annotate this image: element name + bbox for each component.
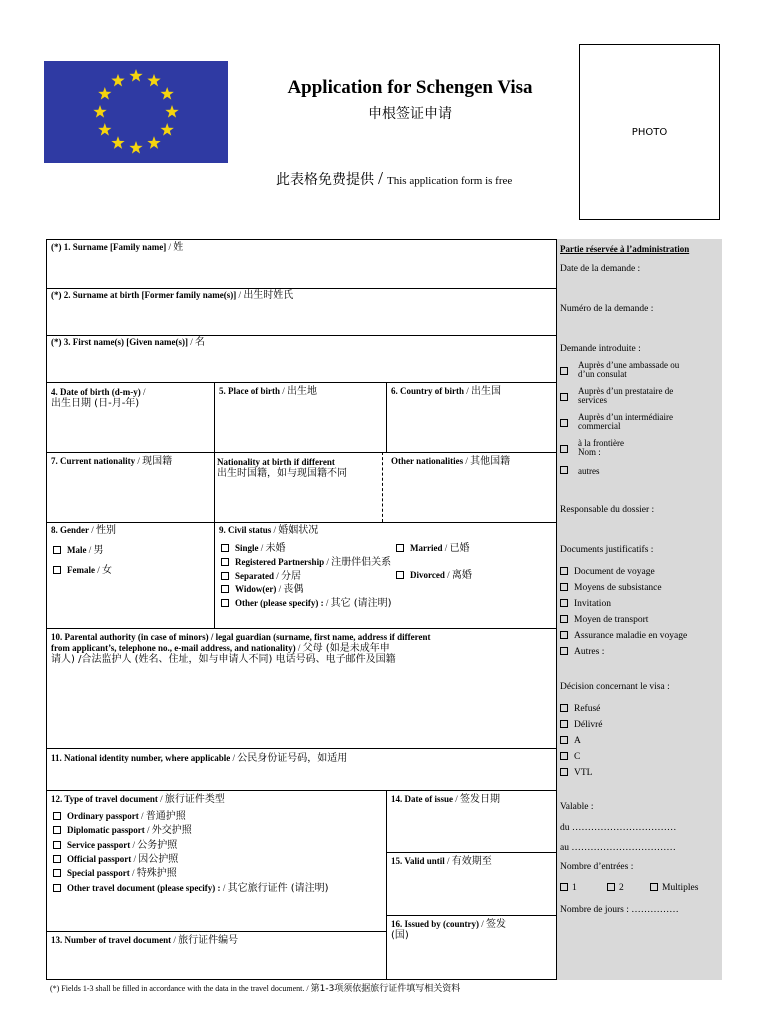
field-date-of-birth[interactable]: 4. Date of birth (d-m-y) / 出生日期 (日-月-年): [51, 387, 146, 409]
page-title: Application for Schengen Visa: [287, 77, 533, 98]
divider: [46, 748, 556, 749]
checkbox[interactable]: [53, 869, 61, 877]
checkbox[interactable]: [221, 544, 229, 552]
admin-prestataire-option[interactable]: [560, 387, 574, 403]
divider: [46, 452, 556, 453]
checkbox[interactable]: [650, 883, 658, 891]
civil-married-option[interactable]: Married / 已婚: [396, 543, 470, 554]
divider: [46, 931, 386, 932]
checkbox[interactable]: [221, 585, 229, 593]
checkbox[interactable]: [53, 855, 61, 863]
admin-responsable: Responsable du dossier :: [560, 505, 655, 515]
flag-star: [93, 105, 106, 118]
checkbox[interactable]: [560, 883, 568, 891]
divider: [214, 522, 215, 628]
checkbox[interactable]: [560, 583, 568, 591]
divider: [386, 382, 387, 452]
admin-doc-assurance[interactable]: Assurance maladie en voyage: [560, 631, 687, 641]
divider: [46, 790, 556, 791]
flag-star: [161, 123, 174, 136]
civil-widow-option[interactable]: Widow(er) / 丧偶: [221, 584, 303, 595]
admin-docs: Documents justificatifs :: [560, 545, 654, 555]
field-travel-document-type: 12. Type of travel document / 旅行证件类型: [51, 794, 225, 805]
civil-other-option[interactable]: Other (please specify) : / 其它 (请注明): [221, 598, 392, 609]
checkbox[interactable]: [221, 599, 229, 607]
flag-star: [129, 141, 142, 154]
divider: [46, 288, 556, 289]
field-date-of-issue[interactable]: 14. Date of issue / 签发日期: [391, 794, 501, 805]
field-issued-by[interactable]: 16. Issued by (country) / 签发 (国): [391, 919, 507, 941]
admin-visa-vtl[interactable]: VTL: [560, 768, 592, 778]
admin-doc-subsistance[interactable]: Moyens de subsistance: [560, 583, 662, 593]
checkbox[interactable]: [396, 571, 404, 579]
checkbox[interactable]: [221, 572, 229, 580]
flag-star: [111, 136, 124, 149]
admin-heading: Partie réservée à l’administration: [560, 244, 690, 254]
admin-entree-multiples[interactable]: Multiples: [650, 883, 698, 893]
photo-box[interactable]: [579, 44, 720, 220]
field-national-id[interactable]: 11. National identity number, where applicable / 公民身份证号码，如适用: [51, 753, 348, 764]
field-civil-status: 9. Civil status / 婚姻状况: [219, 525, 319, 536]
divider: [386, 790, 387, 980]
admin-autres-option[interactable]: [560, 466, 574, 476]
checkbox[interactable]: [560, 736, 568, 744]
field-travel-document-number[interactable]: 13. Number of travel document / 旅行证件编号: [51, 935, 239, 946]
flag-star: [161, 87, 174, 100]
field-country-of-birth[interactable]: 6. Country of birth / 出生国: [391, 386, 502, 397]
checkbox[interactable]: [560, 631, 568, 639]
admin-ambassade-label: Auprès d’une ambassade ou d’un consulat: [578, 360, 680, 379]
admin-visa-a[interactable]: A: [560, 736, 581, 746]
admin-frontiere-label: à la frontière Nom :: [578, 438, 624, 457]
doc-special-option[interactable]: Special passport / 特殊护照: [53, 868, 177, 879]
doc-other-option[interactable]: Other travel document (please specify) : / 其它旅行证件 (请注明): [53, 883, 329, 894]
gender-male-option[interactable]: Male / 男: [53, 545, 104, 556]
field-nationality-at-birth[interactable]: Nationality at birth if different 出生时国籍，如与现国籍不同: [217, 457, 347, 479]
checkbox[interactable]: [560, 768, 568, 776]
checkbox[interactable]: [560, 567, 568, 575]
civil-separated-option[interactable]: Separated / 分居: [221, 571, 301, 582]
checkbox[interactable]: [560, 615, 568, 623]
divider: [386, 915, 556, 916]
field-other-nationalities[interactable]: Other nationalities / 其他国籍: [391, 456, 511, 467]
admin-intermediaire-option[interactable]: [560, 413, 574, 429]
free-notice-en: This application form is free: [387, 175, 513, 187]
doc-ordinary-option[interactable]: Ordinary passport / 普通护照: [53, 811, 186, 822]
checkbox[interactable]: [53, 884, 61, 892]
checkbox[interactable]: [221, 558, 229, 566]
admin-intermediaire-label: Auprès d’un intermédiaire commercial: [578, 412, 673, 431]
field-surname[interactable]: (*) 1. Surname [Family name] / 姓: [51, 242, 184, 253]
admin-doc-autres[interactable]: Autres :: [560, 647, 604, 657]
admin-au: au ……………………………: [560, 843, 676, 853]
checkbox[interactable]: [560, 367, 568, 375]
field-gender: 8. Gender / 性别: [51, 525, 117, 536]
admin-autres-label: autres: [578, 466, 600, 476]
field-place-of-birth[interactable]: 5. Place of birth / 出生地: [219, 386, 318, 397]
checkbox[interactable]: [53, 826, 61, 834]
eu-flag: [44, 61, 228, 163]
checkbox[interactable]: [560, 647, 568, 655]
admin-delivre[interactable]: Délivré: [560, 720, 603, 730]
admin-ambassade-option[interactable]: [560, 361, 574, 377]
admin-du: du ……………………………: [560, 823, 677, 833]
checkbox[interactable]: [396, 544, 404, 552]
checkbox[interactable]: [560, 599, 568, 607]
free-notice-sep: /: [378, 168, 384, 188]
flag-star: [98, 87, 111, 100]
admin-doc-invitation[interactable]: Invitation: [560, 599, 611, 609]
admin-jours: Nombre de jours : ……………: [560, 905, 679, 915]
checkbox[interactable]: [560, 393, 568, 401]
checkbox[interactable]: [560, 704, 568, 712]
photo-label: PHOTO: [631, 126, 668, 138]
admin-numero: Numéro de la demande :: [560, 304, 654, 314]
doc-service-option[interactable]: Service passport / 公务护照: [53, 840, 177, 851]
checkbox[interactable]: [560, 752, 568, 760]
doc-official-option[interactable]: Official passport / 因公护照: [53, 854, 178, 865]
flag-star: [98, 123, 111, 136]
admin-doc-transport[interactable]: Moyen de transport: [560, 615, 648, 625]
admin-entree-2[interactable]: 2: [607, 883, 624, 893]
checkbox[interactable]: [53, 546, 61, 554]
checkbox[interactable]: [53, 841, 61, 849]
divider: [46, 522, 556, 523]
eu-flag-stars: [44, 61, 228, 163]
checkbox[interactable]: [560, 720, 568, 728]
page-subtitle: 申根签证申请: [368, 106, 452, 122]
divider: [386, 852, 556, 853]
divider: [46, 382, 556, 383]
civil-single-option[interactable]: Single / 未婚: [221, 543, 286, 554]
admin-doc-voyage[interactable]: Document de voyage: [560, 567, 655, 577]
gender-female-option[interactable]: Female / 女: [53, 565, 112, 576]
free-notice: [276, 168, 576, 189]
divider: [382, 452, 383, 522]
divider: [46, 335, 556, 336]
checkbox[interactable]: [53, 812, 61, 820]
admin-prestataire-label: Auprès d’un prestataire de services: [578, 386, 674, 405]
admin-frontiere-option[interactable]: [560, 439, 574, 455]
doc-diplomatic-option[interactable]: Diplomatic passport / 外交护照: [53, 825, 192, 836]
admin-introduite: Demande introduite :: [560, 344, 641, 354]
divider: [46, 628, 556, 629]
admin-refuse[interactable]: Refusé: [560, 704, 600, 714]
field-valid-until[interactable]: 15. Valid until / 有效期至: [391, 856, 492, 867]
admin-visa-c[interactable]: C: [560, 752, 580, 762]
checkbox[interactable]: [607, 883, 615, 891]
footer-note: (*) Fields 1-3 shall be filled in accordance with the data in the travel document. / 第1-3项须依据旅行证件填写相关资料: [50, 984, 461, 994]
flag-star: [147, 136, 160, 149]
field-surname-at-birth[interactable]: (*) 2. Surname at birth [Former family name(s)] / 出生时姓氏: [51, 290, 294, 301]
divider: [214, 382, 215, 522]
admin-entrees: Nombre d’entrées :: [560, 862, 634, 872]
flag-star: [129, 69, 142, 82]
admin-decision: Décision concernant le visa :: [560, 682, 670, 692]
free-notice-cn: 此表格免费提供: [276, 172, 374, 188]
flag-star: [111, 74, 124, 87]
civil-partnership-option[interactable]: Registered Partnership / 注册伴侣关系: [221, 557, 391, 568]
field-first-names[interactable]: (*) 3. First name(s) [Given name(s)] / 名: [51, 337, 205, 348]
checkbox[interactable]: [560, 419, 568, 427]
field-current-nationality[interactable]: 7. Current nationality / 现国籍: [51, 456, 173, 467]
checkbox[interactable]: [560, 466, 568, 474]
flag-star: [165, 105, 178, 118]
field-parental-authority[interactable]: 10. Parental authority (in case of minors) / legal guardian (surname, first name, address if different from applicant’s, telephone no., e-mail address, and nationality) / 父母 (如是未成年申 请人) /合法监护人 (姓名、住址，如与申请人不同) 电话号码、电子邮件及国籍: [51, 632, 431, 665]
checkbox[interactable]: [560, 445, 568, 453]
admin-date: Date de la demande :: [560, 264, 641, 274]
admin-valable: Valable :: [560, 802, 594, 812]
flag-star: [147, 74, 160, 87]
civil-divorced-option[interactable]: Divorced / 离婚: [396, 570, 472, 581]
checkbox[interactable]: [53, 566, 61, 574]
admin-entree-1[interactable]: 1: [560, 883, 577, 893]
